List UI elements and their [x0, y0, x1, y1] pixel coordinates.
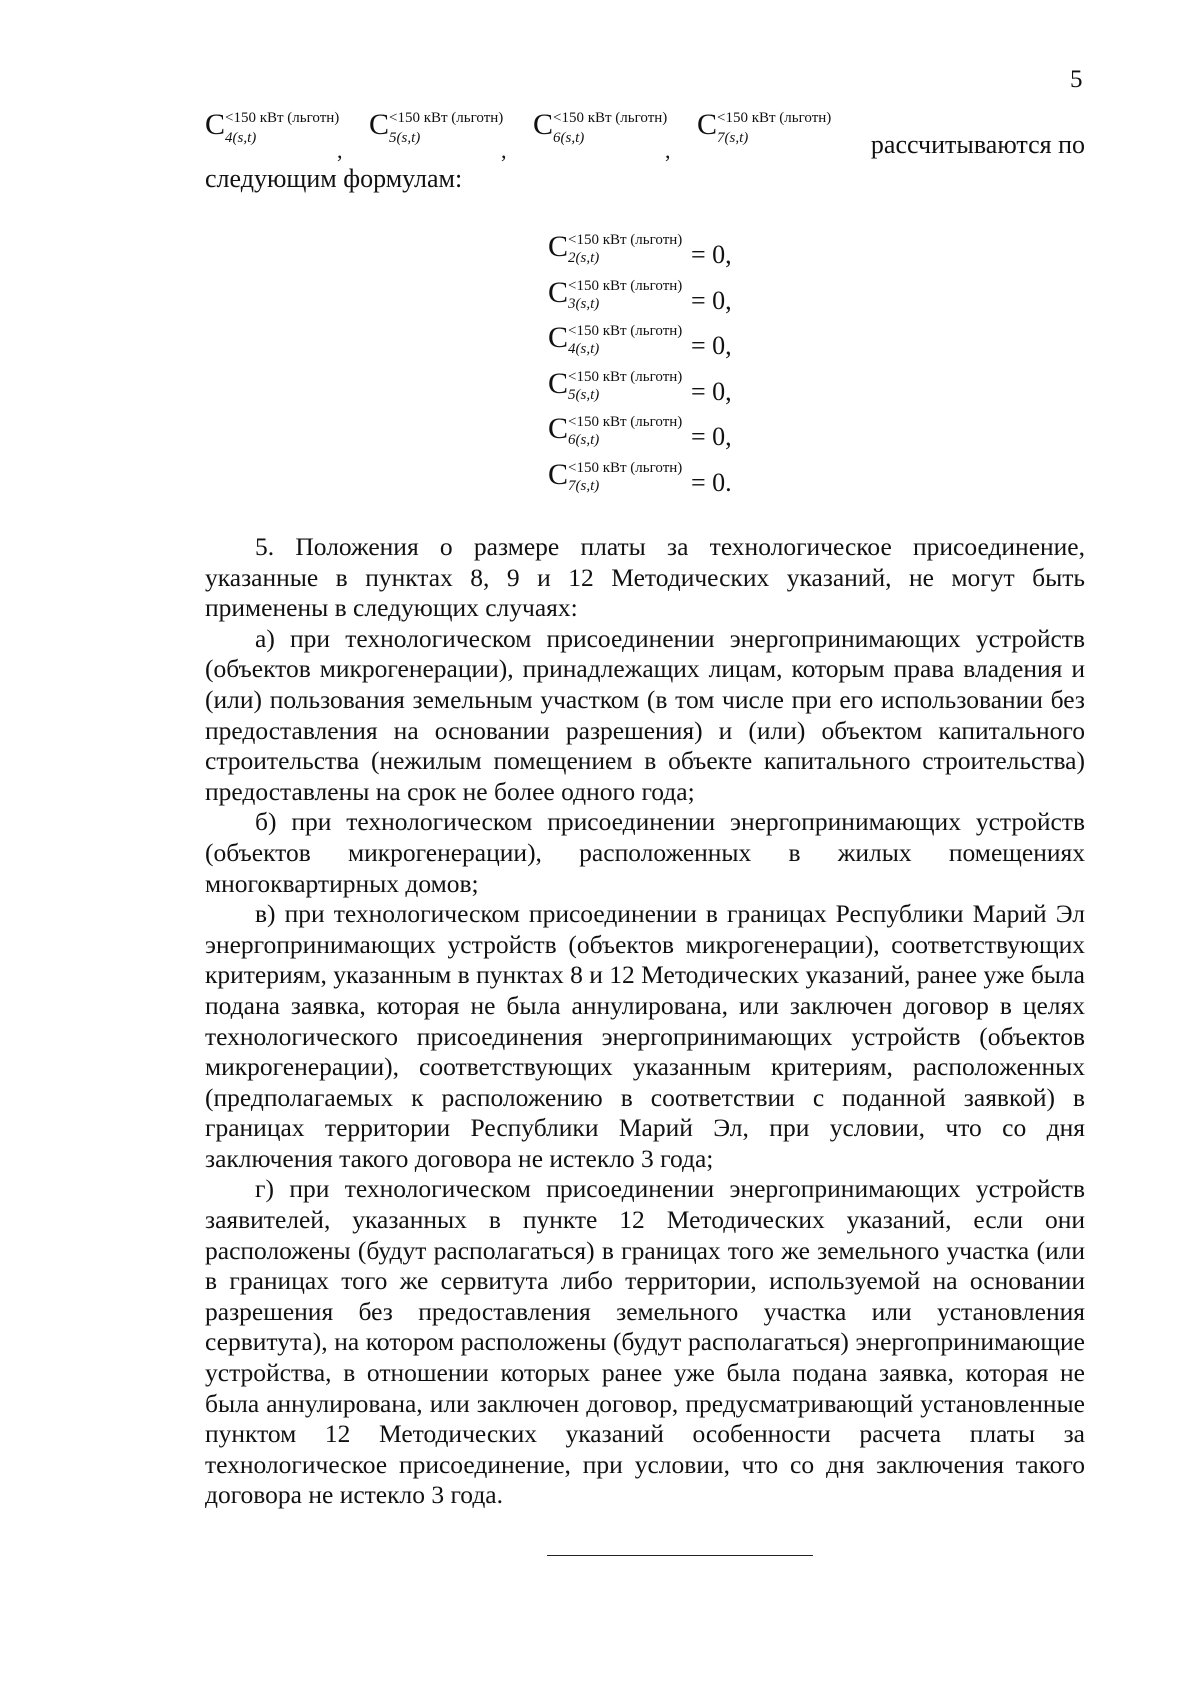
paragraph-5a: а) при технологическом присоединении энергопринимающих устройств (объектов микрогенерации), принадлежащих лицам, которым права владения и (или) пользования земельным участком (в том числе при его использовании без предоставления на основании разрешения) и (или) объектом капитального строительства (нежилым помещением в объекте капитального строительства) предоставлены на срок не более одного года;: [205, 623, 1085, 806]
equation-5: C <150 кВт (льготн) 5(s,t) = 0,: [548, 366, 732, 406]
equation-4: C <150 кВт (льготн) 4(s,t) = 0,: [548, 321, 732, 360]
equation-2: C <150 кВт (льготн) 2(s,t) = 0,: [548, 230, 732, 269]
body-text: [205, 532, 1085, 1511]
formula-intro-row: C <150 кВт (льготн) 4(s,t) , C <150 кВт (льготн) 5(s,t) , C <150 кВт (льготн) 6(s,t) , C <150 кВт (льготн) 7(s,t) рассчитываются по: [205, 108, 1085, 163]
equation-3: C <150 кВт (льготн) 3(s,t) = 0,: [548, 275, 732, 315]
equation-7: C <150 кВт (льготн) 7(s,t) = 0.: [548, 457, 732, 497]
paragraph-5b: б) при технологическом присоединении энергопринимающих устройств (объектов микрогенерации), расположенных в жилых помещениях многоквартирных домов;: [205, 807, 1085, 898]
equation-6: C <150 кВт (льготн) 6(s,t) = 0,: [548, 412, 732, 451]
formula-intro-line2: следующим формулам:: [205, 164, 463, 193]
page-number: 5: [1070, 66, 1083, 93]
paragraph-5: 5. Положения о размере платы за технологическое присоединение, указанные в пунктах 8, 9 и 12 Методических указаний, не могут быть применены в следующих случаях:: [205, 532, 1085, 623]
paragraph-5g: г) при технологическом присоединении энергопринимающих устройств заявителей, указанных в пункте 12 Методических указаний, если они расположены (будут располагаться) в границах того же земельного участка (или в границах того же сервитута либо территории, используемой на основании разрешения без предоставления земельного участка или установления сервитута), на котором расположены (будут располагаться) энергопринимающие устройства, в отношении которых ранее уже была подана заявка, которая не была аннулирована, или заключен договор, предусматривающий установленные пунктом 12 Методических указаний особенности расчета платы за технологическое присоединение, при условии, что со дня заключения такого договора не истекло 3 года.: [205, 1174, 1085, 1510]
paragraph-5v: в) при технологическом присоединении в границах Республики Марий Эл энергопринимающих устройств (объектов микрогенерации), соответствующих критериям, указанным в пунктах 8 и 12 Методических указаний, ранее уже была подана заявка, которая не была аннулирована, или заключен договор в целях технологического присоединения энергопринимающих устройств (объектов микрогенерации), соответствующих указанным критериям, расположенных (предполагаемых к расположению в соответствии с поданной заявкой) в границах территории Республики Марий Эл, при условии, что со дня заключения такого договора не истекло 3 года;: [205, 899, 1085, 1173]
closing-rule: [547, 1555, 813, 1556]
equation-list: [548, 230, 808, 503]
formula-intro-tail: рассчитываются по: [870, 130, 1085, 159]
